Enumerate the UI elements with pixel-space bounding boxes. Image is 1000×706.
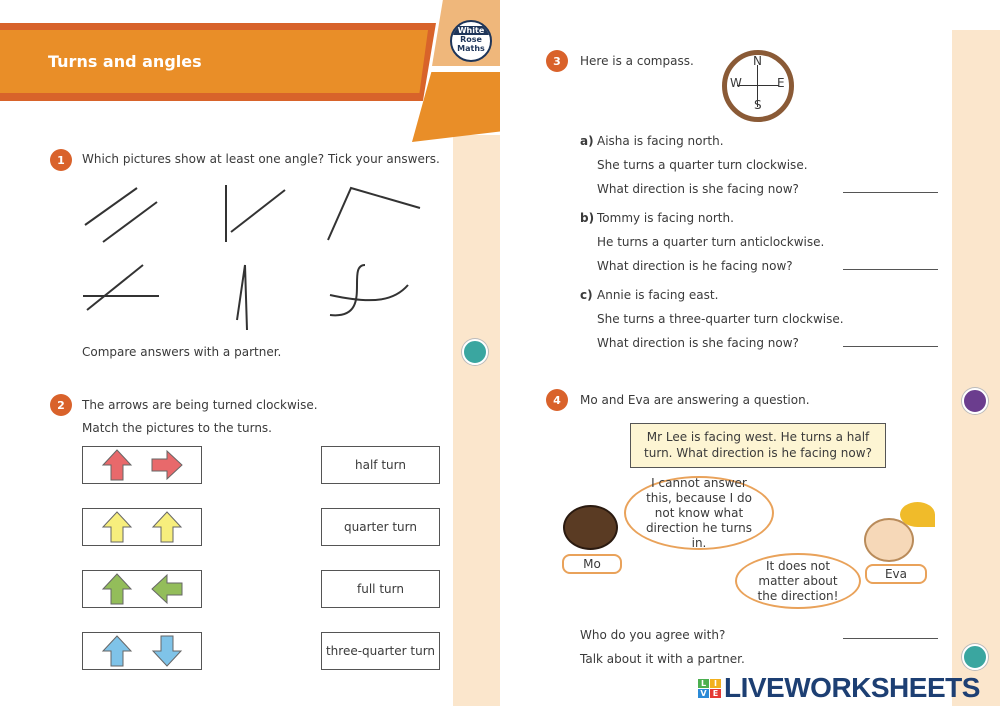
eva-name: Eva <box>865 564 927 584</box>
direction-answer-input[interactable] <box>843 179 938 193</box>
agree-answer-input[interactable] <box>843 625 938 639</box>
question-number-3: 3 <box>546 50 568 72</box>
watermark-text: LIVEWORKSHEETS <box>724 672 980 703</box>
part-line3: What direction is she facing now? <box>597 182 799 196</box>
picture-curve[interactable] <box>330 265 408 315</box>
arrow-picture-box[interactable] <box>82 446 202 484</box>
margin-strip-right <box>952 30 1000 706</box>
compass-n: N <box>753 54 762 68</box>
live-letter: I <box>710 679 721 688</box>
live-letter: V <box>698 689 709 698</box>
direction-answer-input[interactable] <box>843 256 938 270</box>
part-letter: b) <box>580 211 595 225</box>
live-logo <box>698 679 721 698</box>
page-title: Turns and angles <box>48 52 202 71</box>
part-letter: a) <box>580 134 594 148</box>
arrow-left-icon <box>150 572 184 606</box>
arrow-up-icon <box>100 634 134 668</box>
question-number-2: 2 <box>50 394 72 416</box>
part-letter: c) <box>580 288 593 302</box>
turn-label-box[interactable]: three-quarter turn <box>321 632 440 670</box>
part-line3: What direction is she facing now? <box>597 336 799 350</box>
discussion-icon <box>462 339 488 365</box>
arrow-picture-box[interactable] <box>82 570 202 608</box>
q3-intro: Here is a compass. <box>580 54 694 68</box>
arrow-right-icon <box>150 448 184 482</box>
mo-avatar <box>563 505 618 550</box>
q1-footer: Compare answers with a partner. <box>82 345 282 359</box>
picture-vertical-and-diagonal[interactable] <box>226 185 285 242</box>
live-letter: L <box>698 679 709 688</box>
talk-prompt: Talk about it with a partner. <box>580 652 745 666</box>
angle-pictures <box>75 180 435 340</box>
part-line1: Aisha is facing north. <box>597 134 724 148</box>
turn-label-box[interactable]: half turn <box>321 446 440 484</box>
question-box: Mr Lee is facing west. He turns a half turn. What direction is he facing now? <box>630 423 886 468</box>
white-rose-maths-logo <box>450 20 492 62</box>
q2-line2: Match the pictures to the turns. <box>82 421 272 435</box>
mo-speech-bubble: I cannot answer this, because I do not know what direction he turns in. <box>624 476 774 550</box>
q4-intro: Mo and Eva are answering a question. <box>580 393 810 407</box>
picture-angle[interactable] <box>328 188 420 240</box>
compass-cross <box>737 85 779 86</box>
agree-question: Who do you agree with? <box>580 628 726 642</box>
picture-thin-angle[interactable] <box>237 265 247 330</box>
arrow-picture-box[interactable] <box>82 632 202 670</box>
compass-icon <box>722 50 794 122</box>
margin-strip-left <box>453 135 500 706</box>
part-line3: What direction is he facing now? <box>597 259 793 273</box>
arrow-picture-box[interactable] <box>82 508 202 546</box>
liveworksheets-watermark <box>698 672 980 704</box>
eva-hair <box>900 502 935 527</box>
picture-parallel-lines[interactable] <box>85 188 157 242</box>
turn-label-box[interactable]: quarter turn <box>321 508 440 546</box>
discussion-icon <box>962 644 988 670</box>
logo-text: Maths <box>457 44 485 53</box>
live-letter: E <box>710 689 721 698</box>
question-number-4: 4 <box>546 389 568 411</box>
compass-e: E <box>777 76 785 90</box>
part-line1: Tommy is facing north. <box>597 211 734 225</box>
arrow-down-icon <box>150 634 184 668</box>
compass-s: S <box>754 98 762 112</box>
q1-text: Which pictures show at least one angle? Tick your answers. <box>82 152 440 166</box>
part-line1: Annie is facing east. <box>597 288 719 302</box>
picture-crossing-lines[interactable] <box>83 265 159 310</box>
compass-w: W <box>730 76 742 90</box>
turn-label-box[interactable]: full turn <box>321 570 440 608</box>
eva-speech-bubble: It does not matter about the direction! <box>735 553 861 609</box>
arrow-up-icon <box>150 510 184 544</box>
logo-text: White <box>452 26 490 35</box>
part-line2: She turns a three-quarter turn clockwise. <box>597 312 844 326</box>
mo-name: Mo <box>562 554 622 574</box>
discussion-icon <box>962 388 988 414</box>
logo-text: Rose <box>460 35 482 44</box>
q2-line1: The arrows are being turned clockwise. <box>82 398 318 412</box>
arrow-up-icon <box>100 510 134 544</box>
part-line2: He turns a quarter turn anticlockwise. <box>597 235 825 249</box>
arrow-up-icon <box>100 448 134 482</box>
question-number-1: 1 <box>50 149 72 171</box>
direction-answer-input[interactable] <box>843 333 938 347</box>
part-line2: She turns a quarter turn clockwise. <box>597 158 808 172</box>
arrow-up-icon <box>100 572 134 606</box>
